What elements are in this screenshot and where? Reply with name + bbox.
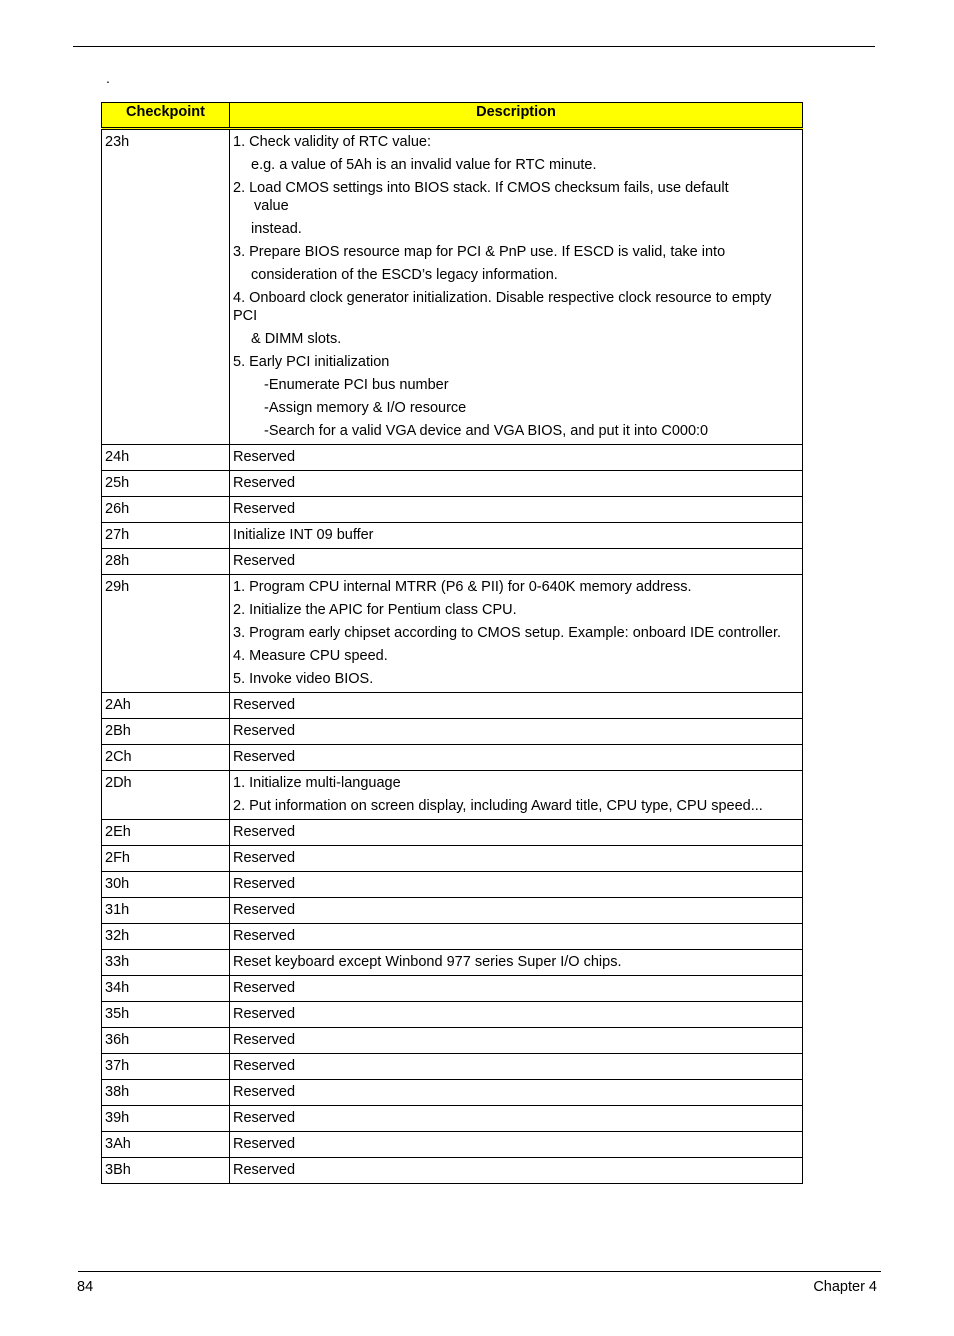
- description-line: Reserved: [233, 850, 296, 866]
- description-line: 3. Program early chipset according to CMOS setup. Example: onboard IDE controller.: [233, 625, 782, 641]
- table-row: [102, 445, 803, 471]
- checkpoint-description: [230, 820, 803, 846]
- checkpoint-description: [230, 471, 803, 497]
- chapter-label: Chapter 4: [813, 1279, 877, 1295]
- checkpoint-code: 3Ah: [102, 1132, 230, 1158]
- checkpoint-description: [230, 575, 803, 693]
- description-line: e.g. a value of 5Ah is an invalid value for RTC minute.: [251, 157, 597, 173]
- description-line: -Assign memory & I/O resource: [264, 400, 467, 416]
- checkpoint-code: 38h: [102, 1080, 230, 1106]
- description-line: Initialize INT 09 buffer: [233, 527, 374, 543]
- description-line: Reserved: [233, 553, 296, 569]
- description-line: 4. Measure CPU speed.: [233, 648, 388, 664]
- table-row: [102, 1132, 803, 1158]
- description-line: Reserved: [233, 1006, 296, 1022]
- checkpoint-description: [230, 976, 803, 1002]
- checkpoint-code: 23h: [102, 129, 230, 445]
- description-line: 4. Onboard clock generator initialization. Disable respective clock resource to empty PCI: [233, 290, 772, 324]
- checkpoint-code: 28h: [102, 549, 230, 575]
- header-description: Description: [230, 103, 803, 129]
- checkpoint-code: 36h: [102, 1028, 230, 1054]
- table-row: [102, 1080, 803, 1106]
- table-row: [102, 924, 803, 950]
- checkpoint-code: 35h: [102, 1002, 230, 1028]
- description-line: Reserved: [233, 1136, 296, 1152]
- description-line: Reserved: [233, 723, 296, 739]
- description-line: Reserved: [233, 1162, 296, 1178]
- checkpoint-code: 2Eh: [102, 820, 230, 846]
- table-row: [102, 497, 803, 523]
- checkpoint-code: 2Bh: [102, 719, 230, 745]
- description-line: 3. Prepare BIOS resource map for PCI & PnP use. If ESCD is valid, take into: [233, 244, 726, 260]
- table-row: [102, 820, 803, 846]
- description-line: 5. Early PCI initialization: [233, 354, 390, 370]
- description-line: Reserved: [233, 449, 296, 465]
- checkpoint-description: [230, 719, 803, 745]
- checkpoint-code: 25h: [102, 471, 230, 497]
- table-row: [102, 846, 803, 872]
- checkpoint-description: [230, 1028, 803, 1054]
- post-checkpoint-table: [101, 102, 803, 1184]
- checkpoint-description: [230, 1132, 803, 1158]
- description-line: 2. Load CMOS settings into BIOS stack. If CMOS checksum fails, use default: [233, 180, 729, 196]
- description-line: 1. Program CPU internal MTRR (P6 & PII) for 0-640K memory address.: [233, 579, 692, 595]
- checkpoint-code: 26h: [102, 497, 230, 523]
- checkpoint-code: 30h: [102, 872, 230, 898]
- description-line: Reset keyboard except Winbond 977 series Super I/O chips.: [233, 954, 622, 970]
- checkpoint-code: 3Bh: [102, 1158, 230, 1184]
- top-rule: [73, 46, 875, 47]
- page-number: 84: [77, 1279, 94, 1295]
- checkpoint-description: [230, 523, 803, 549]
- description-line: Reserved: [233, 697, 296, 713]
- checkpoint-description: [230, 745, 803, 771]
- bottom-rule: [78, 1271, 881, 1272]
- table-row: [102, 950, 803, 976]
- checkpoint-code: 37h: [102, 1054, 230, 1080]
- table-row: [102, 771, 803, 820]
- table-row: [102, 129, 803, 445]
- header-checkpoint: Checkpoint: [102, 103, 230, 129]
- description-line: 1. Check validity of RTC value:: [233, 134, 431, 150]
- checkpoint-description: [230, 771, 803, 820]
- description-line: value: [254, 198, 289, 214]
- description-line: instead.: [251, 221, 302, 237]
- description-line: Reserved: [233, 824, 296, 840]
- checkpoint-description: [230, 129, 803, 445]
- description-line: 2. Initialize the APIC for Pentium class CPU.: [233, 602, 517, 618]
- table-row: [102, 898, 803, 924]
- description-line: 1. Initialize multi-language: [233, 775, 401, 791]
- checkpoint-description: [230, 950, 803, 976]
- checkpoint-description: [230, 1158, 803, 1184]
- description-line: Reserved: [233, 501, 296, 517]
- checkpoint-code: 27h: [102, 523, 230, 549]
- table-row: [102, 1002, 803, 1028]
- table-row: [102, 719, 803, 745]
- checkpoint-code: 2Ch: [102, 745, 230, 771]
- stray-dot: .: [106, 70, 110, 86]
- description-line: Reserved: [233, 980, 296, 996]
- description-line: Reserved: [233, 1032, 296, 1048]
- checkpoint-code: 39h: [102, 1106, 230, 1132]
- checkpoint-description: [230, 1002, 803, 1028]
- checkpoint-code: 24h: [102, 445, 230, 471]
- checkpoint-description: [230, 898, 803, 924]
- checkpoint-description: [230, 1106, 803, 1132]
- table-row: [102, 1158, 803, 1184]
- table-row: [102, 1028, 803, 1054]
- description-line: Reserved: [233, 876, 296, 892]
- table-row: [102, 745, 803, 771]
- description-line: Reserved: [233, 902, 296, 918]
- description-line: Reserved: [233, 928, 296, 944]
- table-row: [102, 872, 803, 898]
- checkpoint-description: [230, 497, 803, 523]
- checkpoint-description: [230, 445, 803, 471]
- description-line: 2. Put information on screen display, including Award title, CPU type, CPU speed...: [233, 798, 763, 814]
- description-line: Reserved: [233, 1084, 296, 1100]
- table-row: [102, 976, 803, 1002]
- checkpoint-code: 33h: [102, 950, 230, 976]
- checkpoint-description: [230, 846, 803, 872]
- checkpoint-code: 34h: [102, 976, 230, 1002]
- checkpoint-description: [230, 549, 803, 575]
- table-row: [102, 575, 803, 693]
- checkpoint-code: 29h: [102, 575, 230, 693]
- checkpoint-description: [230, 693, 803, 719]
- description-line: -Search for a valid VGA device and VGA BIOS, and put it into C000:0: [264, 423, 709, 439]
- table-row: [102, 471, 803, 497]
- table-row: [102, 1054, 803, 1080]
- description-line: Reserved: [233, 1110, 296, 1126]
- description-line: -Enumerate PCI bus number: [264, 377, 449, 393]
- table-row: [102, 693, 803, 719]
- checkpoint-code: 32h: [102, 924, 230, 950]
- checkpoint-description: [230, 872, 803, 898]
- description-line: consideration of the ESCD’s legacy information.: [251, 267, 558, 283]
- checkpoint-code: 2Dh: [102, 771, 230, 820]
- checkpoint-code: 2Ah: [102, 693, 230, 719]
- checkpoint-code: 31h: [102, 898, 230, 924]
- table-body: [102, 129, 803, 1184]
- table-row: [102, 1106, 803, 1132]
- checkpoint-description: [230, 1054, 803, 1080]
- description-line: & DIMM slots.: [251, 331, 342, 347]
- checkpoint-description: [230, 924, 803, 950]
- table-row: [102, 523, 803, 549]
- description-line: Reserved: [233, 1058, 296, 1074]
- table-header-row: [102, 103, 803, 129]
- checkpoint-code: 2Fh: [102, 846, 230, 872]
- table-row: [102, 549, 803, 575]
- description-line: Reserved: [233, 749, 296, 765]
- checkpoint-description: [230, 1080, 803, 1106]
- description-line: 5. Invoke video BIOS.: [233, 671, 374, 687]
- description-line: Reserved: [233, 475, 296, 491]
